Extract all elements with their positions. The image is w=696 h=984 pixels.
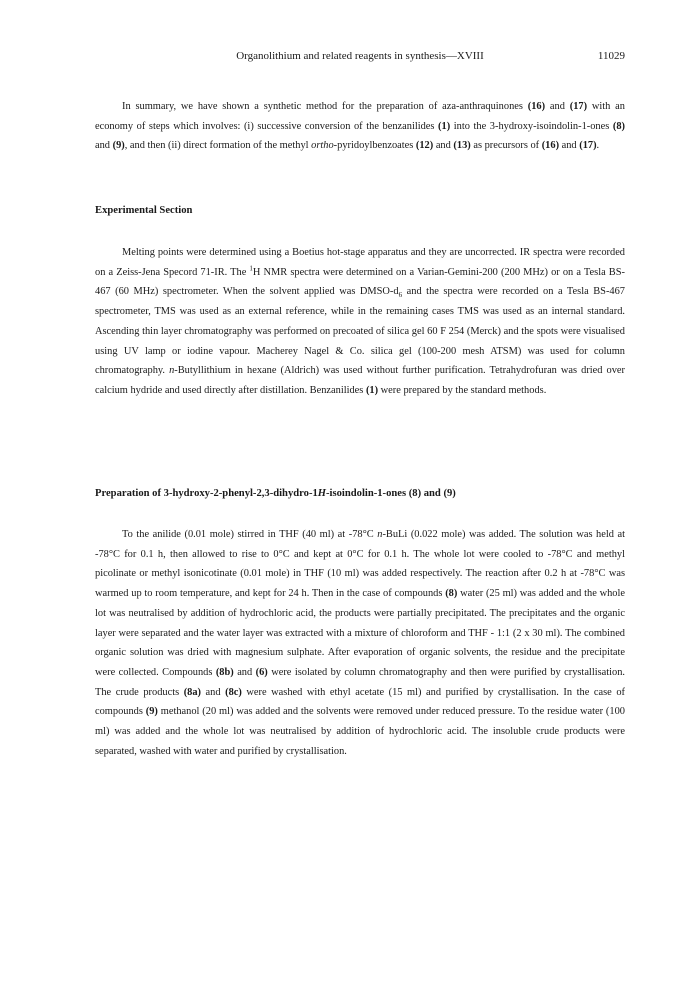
experimental-paragraph: Melting points were determined using a Boetius hot-stage apparatus and they are uncorrected. IR spectra were recorded on a Zeiss-Jena Specord 71-IR. The $^1$H NMR spectra were determined on a Varian-Gemini-200 (200 MHz) or on a Tesla BS-467 (60 MHz) spectrometer. When the solvent applied was DMSO-$d_6$ and the spectra were recorded on a Tesla BS-467 spectrometer, TMS was used as an external reference, while in the remaining cases TMS was used as an internal standard. Ascending thin layer chromatography was performed on precoated of silica gel 60 F 254 (Merck) and the spots were visualised using UV lamp or iodine vapour. Macherey Nagel & Co. silica gel (100-200 mesh ATSM) was used for column chromatography. n-Butyllithium in hexane (Aldrich) was used without further purification. Tetrahydrofuran was dried over calcium hydride and used directly after distillation. Benzanilides (1) were prepared by the standard methods. [95,247,625,396]
page-number: 11029 [597,50,625,62]
running-header [95,47,625,63]
experimental-section-heading: Experimental Section [95,205,193,216]
preparation-heading: Preparation of 3-hydroxy-2-phenyl-2,3-dihydro-1H-isoindolin-1-ones (8) and (9) [95,488,456,499]
journal-running-title: Organolithium and related reagents in synthesis—XVIII [236,50,484,62]
preparation-paragraph: To the anilide (0.01 mole) stirred in THF (40 ml) at -78°C n-BuLi (0.022 mole) was added. The solution was held at -78°C for 0.1 h, then allowed to rise to 0°C and kept at 0°C for 0.1 h. The whole lot were cooled to -78°C and methyl picolinate or methyl isonicotinate (0.01 mole) in THF (10 ml) was added respectively. The reaction after 0.2 h at -78°C was warmed up to room temperature, and kept for 24 h. Then in the case of compounds (8) water (25 ml) was added and the whole lot was neutralised by addition of hydrochloric acid, the products were partially precipitated. The precipitates and the organic layer were separated and the water layer was extracted with a mixture of chloroform and THF - 1:1 (2 x 30 ml). The combined organic solution was dried with magnesium sulphate. After evaporation of organic solvents, the residue and the precipitate were collected. Compounds (8b) and (6) were isolated by column chromatography and then were purified by crystallisation. The crude products (8a) and (8c) were washed with ethyl acetate (15 ml) and purified by crystallisation. In the case of compounds (9) methanol (20 ml) was added and the solvents were removed under reduced pressure. To the residue water (100 ml) was added and the whole lot was neutralised by addition of hydrochloric acid. The insoluble crude products were separated, washed with water and purified by crystallisation. [95,529,626,757]
summary-paragraph: In summary, we have shown a synthetic method for the preparation of aza-anthraquinones (16) and (17) with an economy of steps which involves: (i) successive conversion of the benzanilides (1) into the 3-hydroxy-isoindolin-1-ones (8) and (9), and then (ii) direct formation of the methyl ortho-pyridoylbenzoates (12) and (13) as precursors of (16) and (17). [95,101,625,152]
